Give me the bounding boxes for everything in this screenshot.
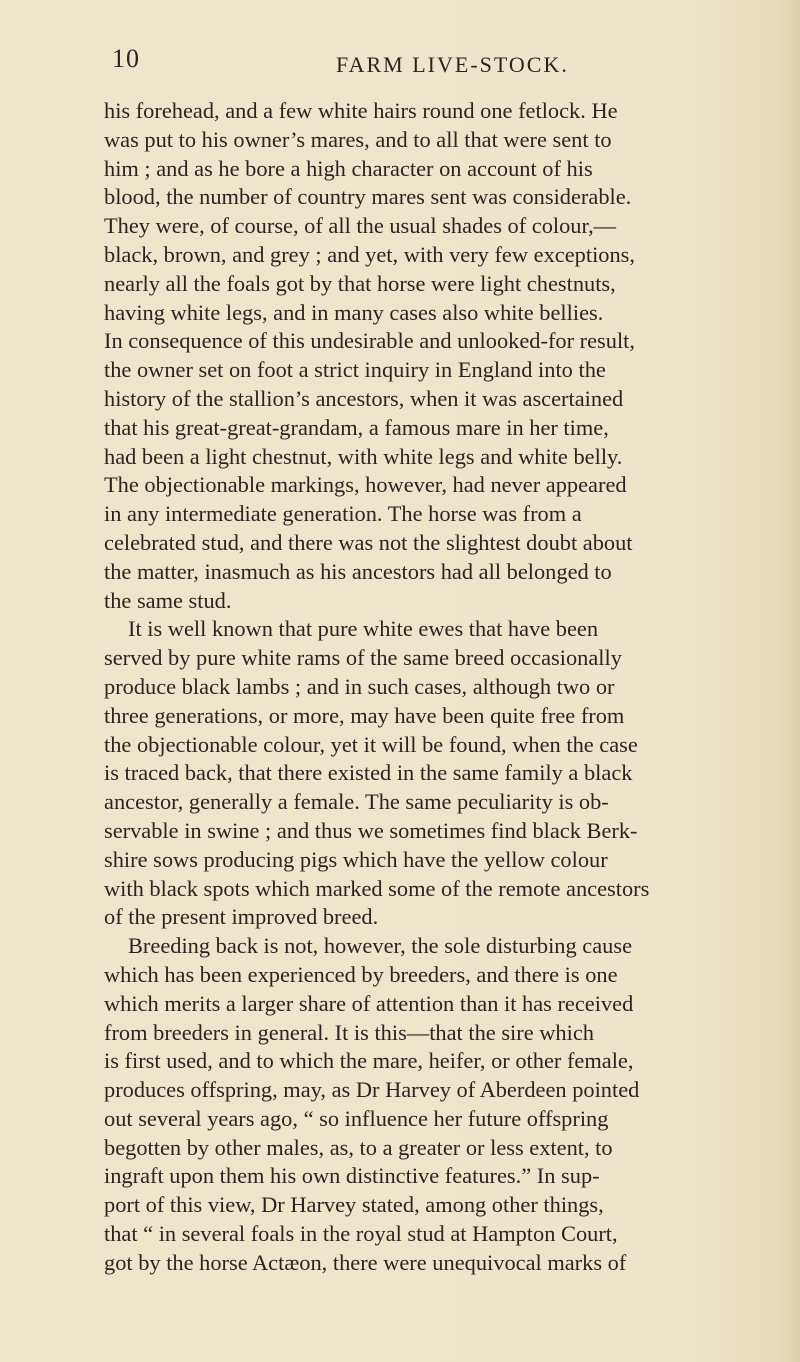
text-line: history of the stallion’s ancestors, when it was ascertained <box>104 385 624 411</box>
text-line: him ; and as he bore a high character on account of his <box>104 155 593 181</box>
text-line: which merits a larger share of attention than it has received <box>104 990 634 1016</box>
text-line: which has been experienced by breeders, and there is one <box>104 961 618 987</box>
text-line: the objectionable colour, yet it will be found, when the case <box>104 731 638 757</box>
text-line: ingraft upon them his own distinctive features.” In sup- <box>104 1163 600 1189</box>
running-head: FARM LIVE-STOCK. <box>336 52 569 77</box>
text-line: out several years ago, “ so influence her future offspring <box>104 1105 609 1131</box>
text-line: black, brown, and grey ; and yet, with very few exceptions, <box>104 241 635 267</box>
text-line: the owner set on foot a strict inquiry in England into the <box>104 357 606 383</box>
text-line: that “ in several foals in the royal stud at Hampton Court, <box>104 1221 618 1247</box>
text-line: nearly all the foals got by that horse were light chestnuts, <box>104 270 616 296</box>
text-line: in any intermediate generation. The horse was from a <box>104 501 582 527</box>
text-line: three generations, or more, may have been quite free from <box>104 702 625 728</box>
body-text <box>104 97 796 1278</box>
text-line: of the present improved breed. <box>104 904 379 930</box>
text-line: produces offspring, may, as Dr Harvey of Aberdeen pointed <box>104 1077 640 1103</box>
text-line: had been a light chestnut, with white legs and white belly. <box>104 443 623 469</box>
text-line: the same stud. <box>104 587 232 613</box>
text-line: blood, the number of country mares sent was considerable. <box>104 184 632 210</box>
text-line: is first used, and to which the mare, heifer, or other female, <box>104 1048 634 1074</box>
text-line: the matter, inasmuch as his ancestors had all belonged to <box>104 558 612 584</box>
text-line: is traced back, that there existed in the same family a black <box>104 760 633 786</box>
text-line: celebrated stud, and there was not the slightest doubt about <box>104 529 633 555</box>
text-line: shire sows producing pigs which have the yellow colour <box>104 846 608 872</box>
text-line: In consequence of this undesirable and unlooked-for result, <box>104 328 635 354</box>
text-line: begotten by other males, as, to a greater or less extent, to <box>104 1134 613 1160</box>
text-line: got by the horse Actæon, there were unequivocal marks of <box>104 1249 627 1275</box>
text-line: They were, of course, of all the usual shades of colour,— <box>104 213 617 239</box>
page-number: 10 <box>112 44 140 73</box>
text-line: servable in swine ; and thus we sometimes find black Berk- <box>104 817 638 843</box>
text-line: It is well known that pure white ewes that have been <box>128 616 599 642</box>
text-line: with black spots which marked some of the remote ancestors <box>104 875 650 901</box>
text-line: ancestor, generally a female. The same peculiarity is ob- <box>104 789 609 815</box>
text-line: The objectionable markings, however, had never appeared <box>104 472 627 498</box>
text-line: that his great-great-grandam, a famous mare in her time, <box>104 414 609 440</box>
text-line: his forehead, and a few white hairs round one fetlock. He <box>104 98 618 123</box>
text-line: having white legs, and in many cases also white bellies. <box>104 299 604 325</box>
page-header <box>0 40 800 80</box>
text-line: Breeding back is not, however, the sole disturbing cause <box>128 933 633 959</box>
text-line: from breeders in general. It is this—that the sire which <box>104 1019 594 1045</box>
text-line: was put to his owner’s mares, and to all that were sent to <box>104 126 612 152</box>
text-line: served by pure white rams of the same breed occasionally <box>104 645 622 671</box>
text-line: produce black lambs ; and in such cases, although two or <box>104 673 615 699</box>
text-line: port of this view, Dr Harvey stated, among other things, <box>104 1192 604 1218</box>
